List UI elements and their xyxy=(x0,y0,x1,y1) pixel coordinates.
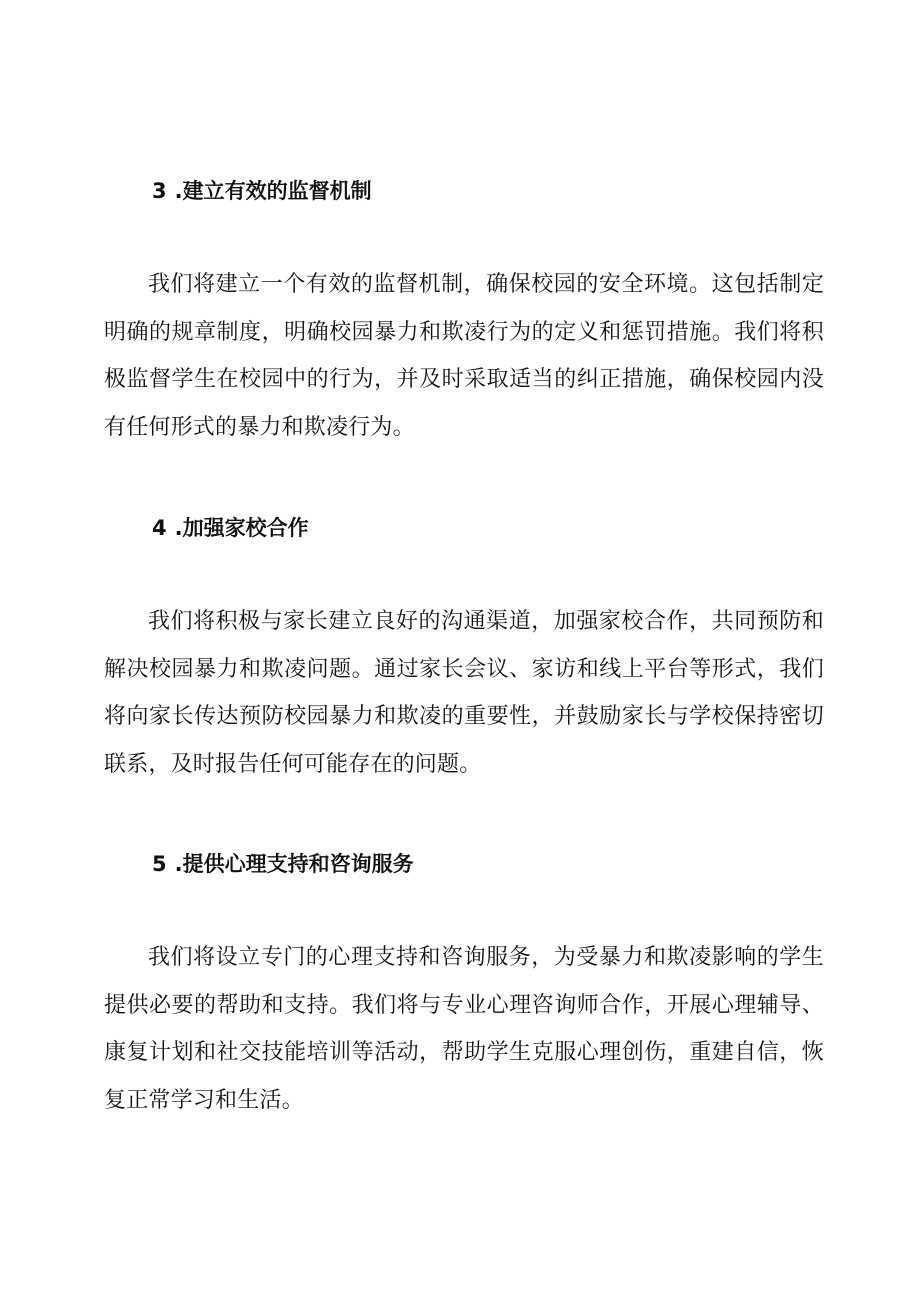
section-number: 4 xyxy=(152,516,167,540)
section-paragraph: 我们将设立专门的心理支持和咨询服务，为受暴力和欺凌影响的学生提供必要的帮助和支持。我们将与专业心理咨询师合作，开展心理辅导、康复计划和社交技能培训等活动，帮助学生克服心理创伤，重建自信，恢复正常学习和生活。 xyxy=(104,945,824,1113)
section-4 xyxy=(104,513,824,788)
section-number: 5 xyxy=(152,852,167,876)
section-heading xyxy=(104,513,824,543)
section-3 xyxy=(104,176,824,451)
section-number: 3 xyxy=(152,179,167,203)
section-title: .加强家校合作 xyxy=(174,516,309,540)
section-title: .建立有效的监督机制 xyxy=(174,179,372,203)
section-heading xyxy=(104,849,824,879)
section-paragraph: 我们将建立一个有效的监督机制，确保校园的安全环境。这包括制定明确的规章制度，明确校园暴力和欺凌行为的定义和惩罚措施。我们将积极监督学生在校园中的行为，并及时采取适当的纠正措施，确保校园内没有任何形式的暴力和欺凌行为。 xyxy=(104,272,824,440)
section-heading xyxy=(104,176,824,206)
section-title: .提供心理支持和咨询服务 xyxy=(174,852,414,876)
section-paragraph: 我们将积极与家长建立良好的沟通渠道，加强家校合作，共同预防和解决校园暴力和欺凌问题。通过家长会议、家访和线上平台等形式，我们将向家长传达预防校园暴力和欺凌的重要性，并鼓励家长与学校保持密切联系，及时报告任何可能存在的问题。 xyxy=(104,609,824,777)
section-5 xyxy=(104,849,824,1124)
